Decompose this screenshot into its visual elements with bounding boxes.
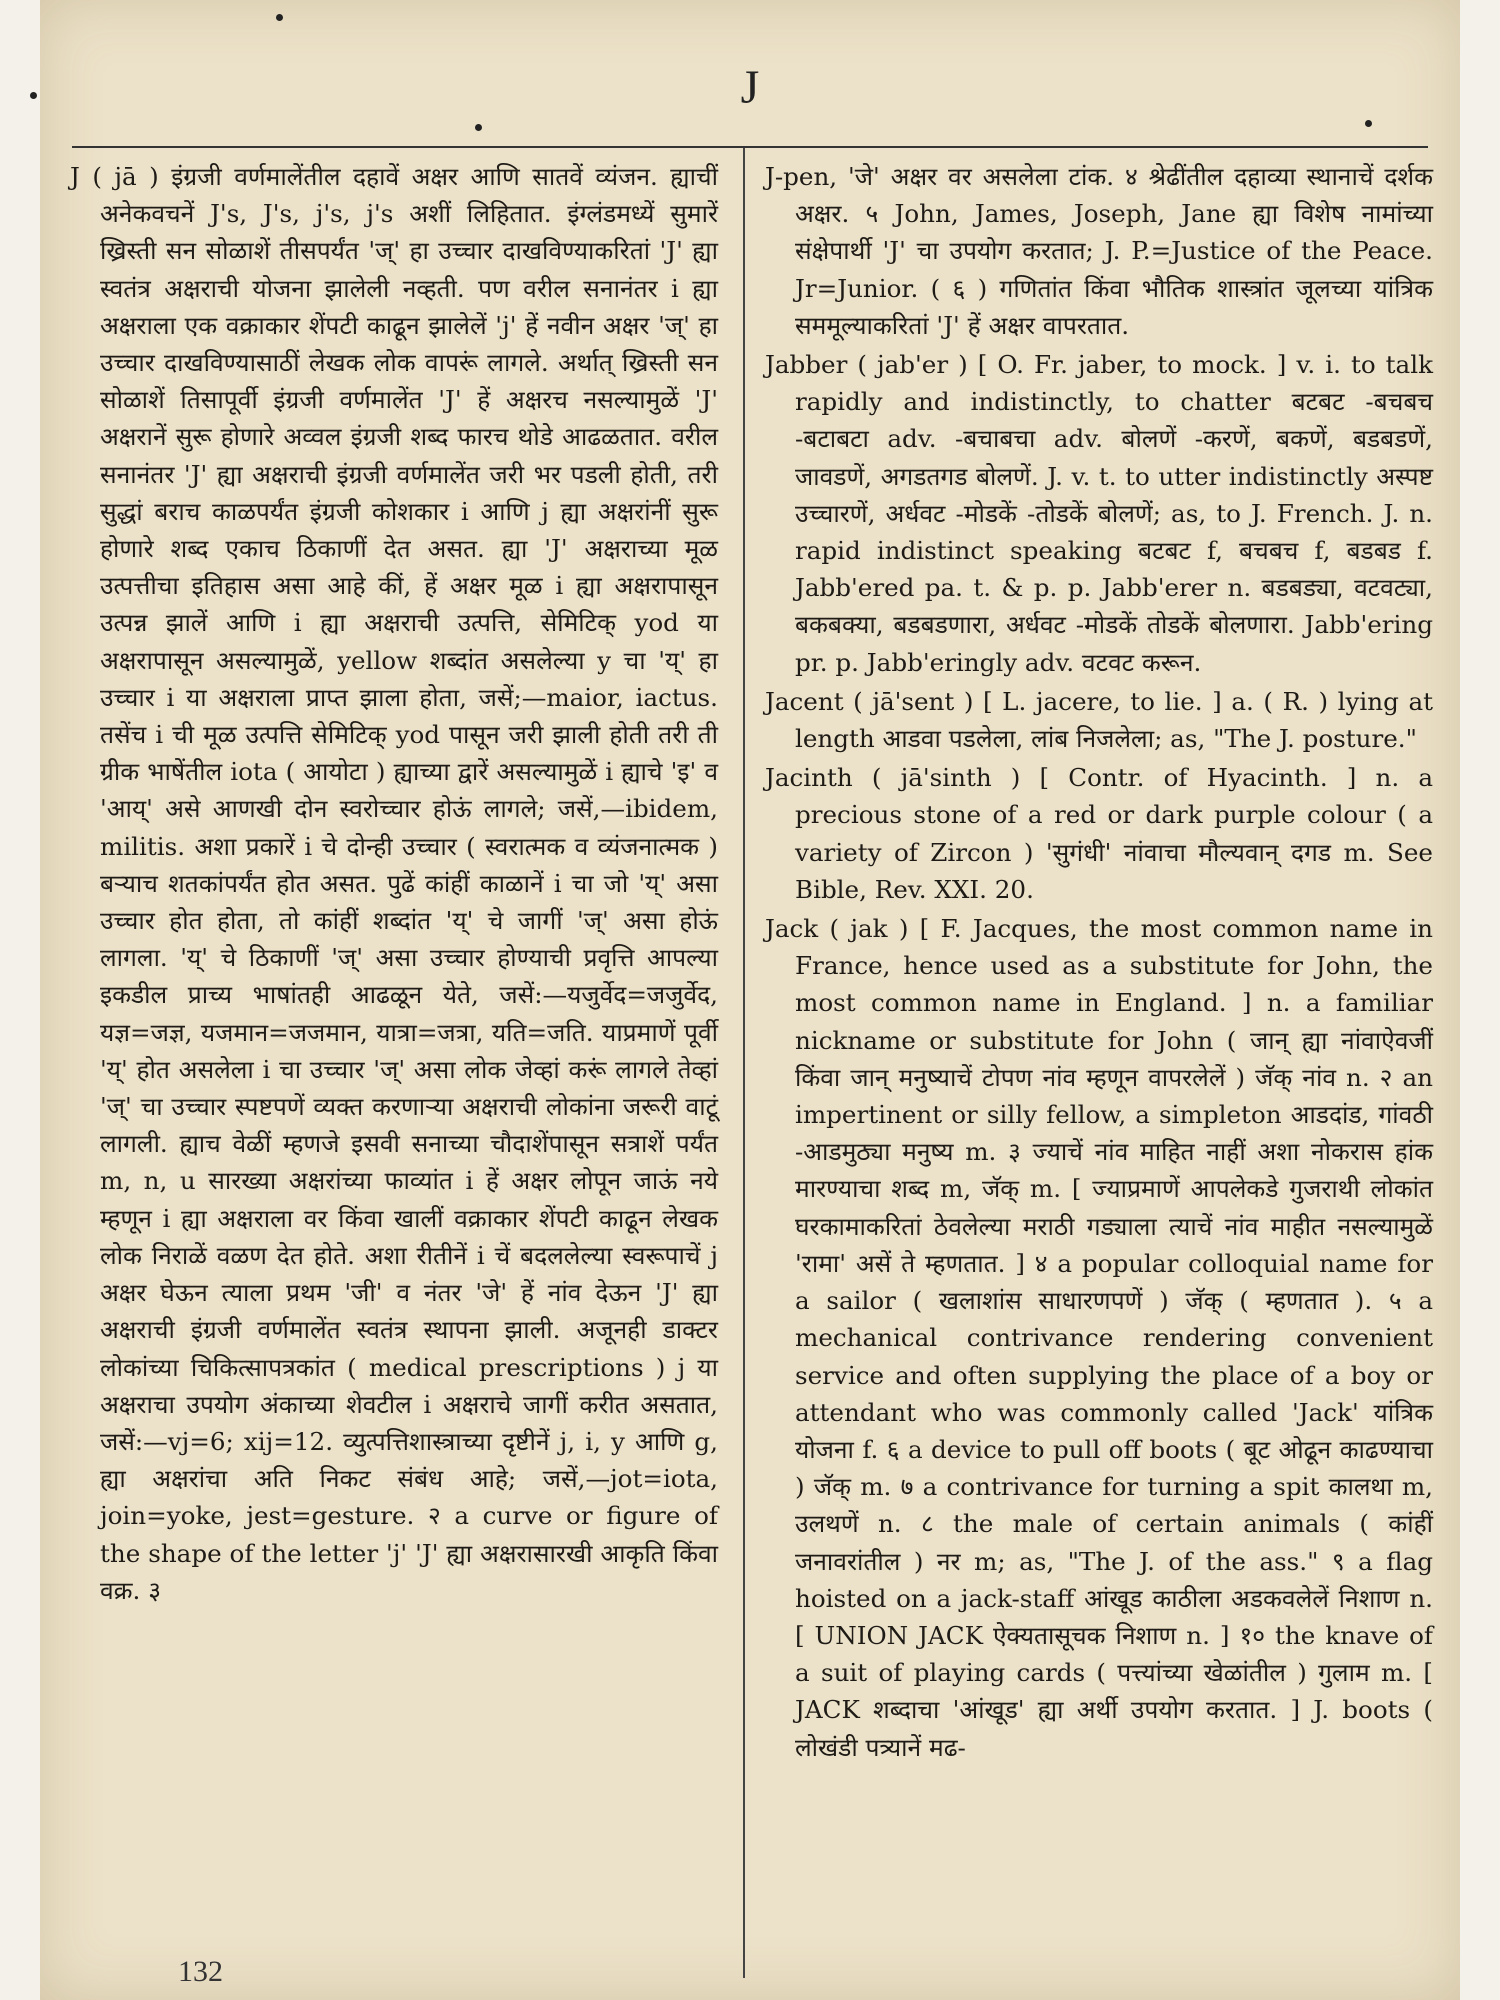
dictionary-entry-jabber: Jabber ( jab'er ) [ O. Fr. jaber, to mock. ] v. i. to talk rapidly and indistinctly, to chatter बटबट -बचबच -बटाबटा adv. -बचाबचा adv. बोलणें -करणें, बकणें, बडबडणें, जावडणें, अगडतगड बोलणें. J. v. t. to utter indistinctly अस्पष्ट उच्चारणें, अर्धवट -मोडकें -तोडकें बोलणें; as, to J. French. J. n. rapid indistinct speaking बटबट f, बचबच f, बडबड f. Jabb'ered pa. t. & p. p. Jabb'erer n. बडबड्या, वटवट्या, बकबक्या, बडबडणारा, अर्धवट -मोडकें तोडकें बोलणारा. Jabb'ering pr. p. Jabb'eringly adv. वटवट करून. — [765, 350, 1433, 677]
page-number: 132 — [178, 1955, 223, 1988]
ink-speck — [30, 92, 37, 99]
header-rule — [72, 146, 1428, 148]
ink-speck — [1365, 120, 1372, 127]
left-column — [70, 158, 718, 1609]
dictionary-entry-jacent: Jacent ( jā'sent ) [ L. jacere, to lie. ] a. ( R. ) lying at length आडवा पडलेला, लांब निजलेला; as, "The J. posture." — [765, 686, 1433, 754]
dictionary-entry-continuation: J-pen, 'जे' अक्षर वर असलेला टांक. ४ श्रेढींतील दहाव्या स्थानाचें दर्शक अक्षर. ५ John, James, Joseph, Jane ह्या विशेष नामांच्या संक्षेपार्थी 'J' चा उपयोग करतात; J. P.=Justice of the Peace. Jr=Junior. ( ६ ) गणितांत किंवा भौतिक शास्त्रांत जूलच्या यांत्रिक सममूल्याकरितां 'J' हें अक्षर वापरतात. — [765, 162, 1433, 340]
page-header-letter: J — [740, 61, 760, 114]
dictionary-entry-j: J ( jā ) इंग्रजी वर्णमालेंतील दहावें अक्षर आणि सातवें व्यंजन. ह्याचीं अनेकवचनें J's, J's, j's, j's अशीं लिहितात. इंग्लंडमध्यें सुमारें ख्रिस्ती सन सोळाशें तीसपर्यंत 'ज्' हा उच्चार दाखविण्याकरितां 'J' ह्या स्वतंत्र अक्षराची योजना झालेली नव्हती. पण वरील सनानंतर i ह्या अक्षराला एक वक्राकार शेंपटी काढून झालेलें 'j' हें नवीन अक्षर 'ज्' हा उच्चार दाखविण्यासाठीं लेखक लोक वापरूं लागले. अर्थात् ख्रिस्ती सन सोळाशें तिसापूर्वी इंग्रजी वर्णमालेंत 'J' हें अक्षरच नसल्यामुळें 'J' अक्षरानें सुरू होणारे अव्वल इंग्रजी शब्द फारच थोडे आढळतात. वरील सनानंतर 'J' ह्या अक्षराची इंग्रजी वर्णमालेंत जरी भर पडली होती, तरी सुद्धां बराच काळपर्यंत इंग्रजी कोशकार i आणि j ह्या अक्षरांनीं सुरू होणारे शब्द एकाच ठिकाणीं देत असत. ह्या 'J' अक्षराच्या मूळ उत्पत्तीचा इतिहास असा आहे कीं, हें अक्षर मूळ i ह्या अक्षरापासून उत्पन्न झालें आणि i ह्या अक्षराची उत्पत्ति, सेमिटिक् yod या अक्षरापासून असल्यामुळें, yellow शब्दांत असलेल्या y चा 'य्' हा उच्चार i या अक्षराला प्राप्त झाला होता, जसें;—maior, iactus. तसेंच i ची मूळ उत्पत्ति सेमिटिक् yod पासून जरी झाली होती तरी ती ग्रीक भाषेंतील iota ( आयोटा ) ह्याच्या द्वारें असल्यामुळें i ह्याचे 'इ' व 'आय्' असे आणखी दोन स्वरोच्चार होऊं लागले; जसें,—ibidem, militis. अशा प्रकारें i चे दोन्ही उच्चार ( स्वरात्मक व व्यंजनात्मक ) बऱ्याच शतकांपर्यंत होत असत. पुढें कांहीं काळानें i चा जो 'य्' असा उच्चार होत होता, तो कांहीं शब्दांत 'य्' चे जागीं 'ज्' असा होऊं लागला. 'य्' चे ठिकाणीं 'ज्' असा उच्चार होण्याची प्रवृत्ति आपल्या इकडील प्राच्य भाषांतही आढळून येते, जसें:—यजुर्वेद=जजुर्वेद, यज्ञ=जज्ञ, यजमान=जजमान, यात्रा=जत्रा, यति=जति. याप्रमाणें पूर्वी 'य्' होत असलेला i चा उच्चार 'ज्' असा लोक जेव्हां करूं लागले तेव्हां 'ज्' चा उच्चार स्पष्टपणें व्यक्त करणाऱ्या अक्षराची लोकांना जरूरी वाटूं लागली. ह्याच वेळीं म्हणजे इसवी सनाच्या चौदाशेंपासून सत्राशें पर्यंत m, n, u सारख्या अक्षरांच्या फाव्यांत i हें अक्षर लोपून जाऊं नये म्हणून i ह्या अक्षराला वर किंवा खालीं वक्राकार शेंपटी काढून लेखक लोक निराळें वळण देत होते. अशा रीतीनें i चें बदललेल्या स्वरूपाचें j अक्षर घेऊन त्याला प्रथम 'जी' व नंतर 'जे' हें नांव देऊन 'J' ह्या अक्षराची इंग्रजी वर्णमालेंत स्वतंत्र स्थापना झाली. अजूनही डाक्टर लोकांच्या चिकित्सापत्रकांत ( medical prescriptions ) j या अक्षराचा उपयोग अंकाच्या शेवटील i अक्षराचे जागीं करीत असतात, जसें:—vj=6; xij=12. व्युत्पत्तिशास्त्राच्या दृष्टीनें j, i, y आणि g, ह्या अक्षरांचा अति निकट संबंध आहे; जसें,—jot=iota, join=yoke, jest=gesture. २ a curve or figure of the shape of the letter 'j' 'J' ह्या अक्षरासारखी आकृति किंवा वक्र. ३ — [70, 162, 718, 1605]
dictionary-page — [40, 0, 1460, 2000]
ink-speck — [276, 14, 283, 21]
dictionary-entry-jacinth: Jacinth ( jā'sinth ) [ Contr. of Hyacinth. ] n. a precious stone of a red or dark purple colour ( a variety of Zircon ) 'सुगंधी' नांवाचा मौल्यवान् दगड m. See Bible, Rev. XXI. 20. — [765, 763, 1433, 904]
ink-speck — [475, 124, 482, 131]
right-column — [765, 158, 1433, 1766]
column-divider — [743, 148, 745, 1978]
dictionary-entry-jack: Jack ( jak ) [ F. Jacques, the most common name in France, hence used as a substitute for John, the most common name in England. ] n. a familiar nickname or substitute for John ( जान् ह्या नांवाऐवजीं किंवा जान् मनुष्याचें टोपण नांव म्हणून वापरलेलें ) जॅक् नांव n. २ an impertinent or silly fellow, a simpleton आडदांड, गांवठी -आडमुठ्या मनुष्य m. ३ ज्याचें नांव माहित नाहीं अशा नोकरास हांक मारण्याचा शब्द m, जॅक् m. [ ज्याप्रमाणें आपलेकडे गुजराथी लोकांत घरकामाकरितां ठेवलेल्या मराठी गड्याला त्याचें नांव माहीत नसल्यामुळें 'रामा' असें ते म्हणतात. ] ४ a popular colloquial name for a sailor ( खलाशांस साधारणपणें ) जॅक् ( म्हणतात ). ५ a mechanical contrivance rendering convenient service and often supplying the place of a boy or attendant who was commonly called 'Jack' यांत्रिक योजना f. ६ a device to pull off boots ( बूट ओढून काढण्याचा ) जॅक् m. ७ a contrivance for turning a spit कालथा m, उलथणें n. ८ the male of certain animals ( कांहीं जनावरांतील ) नर m; as, "The J. of the ass." ९ a flag hoisted on a jack-staff आंखूड काठीला अडकवलेलें निशाण n. [ UNION JACK ऐक्यतासूचक निशाण n. ] १० the knave of a suit of playing cards ( पत्त्यांच्या खेळांतील ) गुलाम m. [ JACK शब्दाचा 'आंखूड' ह्या अर्थी उपयोग करतात. ] J. boots ( लोखंडी पत्र्यानें मढ- — [765, 914, 1433, 1762]
